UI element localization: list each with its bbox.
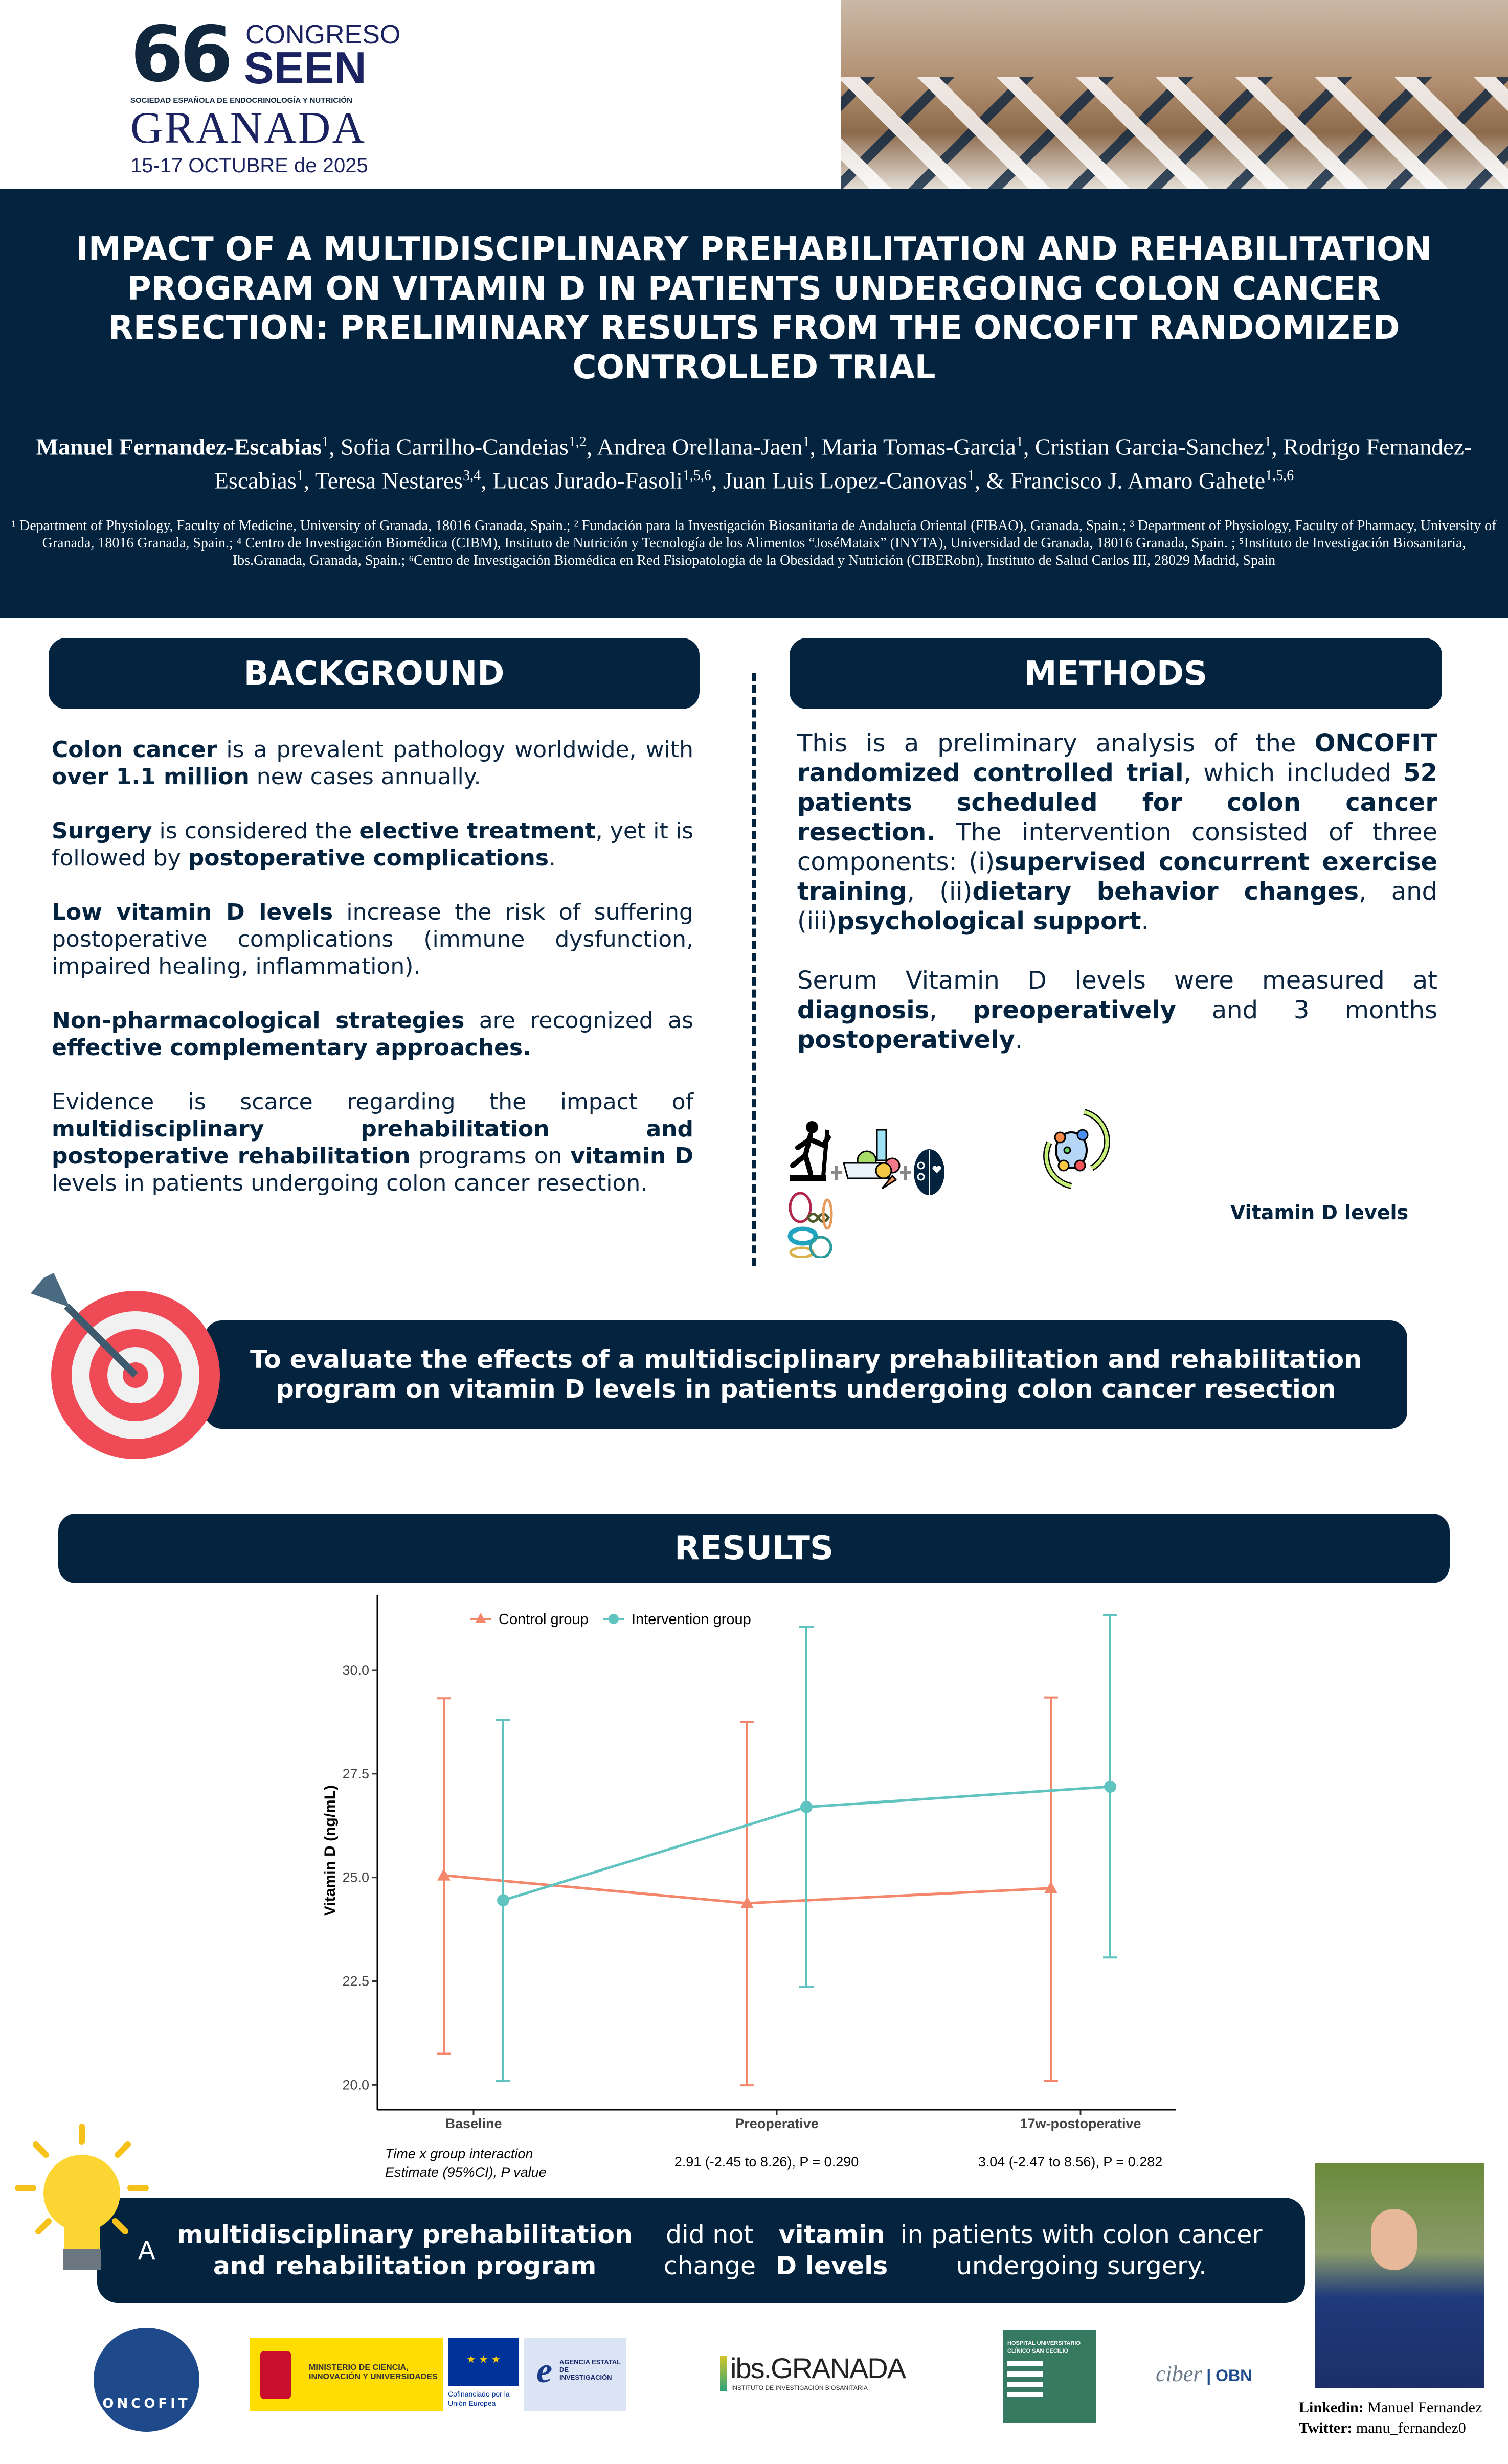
text-segment: , yet it is followed by bbox=[52, 818, 693, 871]
author-affiliation-number: 1 bbox=[1264, 434, 1272, 450]
legend-label: Intervention group bbox=[632, 1611, 751, 1628]
lightbulb-icon bbox=[8, 2121, 156, 2275]
x-tick-label: 17w-postoperative bbox=[1020, 2116, 1141, 2131]
y-tick-label: 20.0 bbox=[342, 2077, 369, 2093]
text-bold-segment: 52 patients scheduled for colon cancer resection. bbox=[797, 759, 1437, 847]
text-bold-segment: effective complementary approaches. bbox=[52, 1035, 531, 1061]
text-bold-segment: vitamin D bbox=[570, 1143, 693, 1169]
author-name: Andrea Orellana-Jaen bbox=[597, 434, 803, 460]
author-affiliation-number: 1 bbox=[1016, 434, 1023, 450]
author-affiliation-number: 1 bbox=[967, 468, 975, 484]
text-segment: The intervention consisted of three components: (i) bbox=[797, 818, 1437, 876]
text-bold-segment: elective treatment bbox=[359, 818, 596, 844]
oncofit-logo: ONCOFIT bbox=[94, 2328, 199, 2432]
text-segment: increase the risk of suffering postoperative complications (immune dysfunction, impaired healing, inflammation). bbox=[52, 899, 693, 979]
text-bold-segment: Surgery bbox=[52, 818, 152, 844]
y-tick-label: 25.0 bbox=[342, 1869, 369, 1885]
poster-title: IMPACT OF A MULTIDISCIPLINARY PREHABILITATION AND REHABILITATION PROGRAM ON VITAMIN D IN PATIENTS UNDERGOING COLON CANCER RESECTION: PRELIMINARY RESULTS FROM THE ONCOFIT RANDOMIZED CONTROLLED TRIAL bbox=[76, 231, 1432, 386]
logo-congreso: CONGRESO bbox=[245, 20, 401, 50]
text-segment: levels in patients undergoing colon cancer resection. bbox=[52, 1170, 648, 1196]
text-bold-segment: supervised concurrent exercise training bbox=[797, 848, 1437, 906]
y-tick-label: 30.0 bbox=[342, 1662, 369, 1678]
results-heading: RESULTS bbox=[58, 1514, 1450, 1583]
text-bold-segment: Colon cancer bbox=[52, 737, 217, 763]
background-heading: BACKGROUND bbox=[49, 638, 700, 709]
author-name: Teresa Nestares bbox=[314, 467, 463, 494]
author-name: Rodrigo Fernandez-Escabias bbox=[214, 434, 1472, 494]
author-name: Manuel Fernandez-Escabias bbox=[36, 434, 322, 460]
author-affiliation-number: 1,2 bbox=[568, 434, 587, 450]
author-affiliation-number: 1,5,6 bbox=[1265, 468, 1294, 484]
ciber-obn-logo: ciber | OBN bbox=[1156, 2361, 1252, 2386]
conclusion-box bbox=[97, 2198, 1305, 2303]
methods-heading: METHODS bbox=[790, 638, 1442, 709]
interaction-estimate: 3.04 (-2.47 to 8.56), P = 0.282 bbox=[978, 2154, 1163, 2170]
text-segment: , which included bbox=[1183, 759, 1404, 787]
y-tick-label: 22.5 bbox=[342, 1973, 369, 1989]
hospital-san-cecilio-logo: HOSPITAL UNIVERSITARIO CLÍNICO SAN CECILIO bbox=[1003, 2330, 1096, 2423]
eu-logo: ★ ★ ★ Cofinanciado por la Unión Europea bbox=[448, 2338, 519, 2411]
text-bold-segment: over 1.1 million bbox=[52, 764, 250, 790]
interaction-label: Estimate (95%CI), P value bbox=[385, 2164, 547, 2180]
y-axis-label: Vitamin D (ng/mL) bbox=[322, 1785, 339, 1917]
text-bold-segment: postoperative complications bbox=[188, 845, 549, 871]
data-point-circle bbox=[1104, 1781, 1116, 1793]
x-tick-label: Baseline bbox=[445, 2116, 502, 2131]
text-bold-segment: psychological support bbox=[837, 907, 1141, 936]
conclusion-bold-segment: vitamin D levels bbox=[776, 2220, 888, 2280]
author-name: Francisco J. Amaro Gahete bbox=[1010, 467, 1266, 494]
conclusion-segment: A bbox=[138, 2235, 155, 2265]
affiliations: ¹ Department of Physiology, Faculty of Medicine, University of Granada, 18016 Granada, Spain.; ² Fundación para la Investigación Biosanitaria de Andalucía Oriental (FIBAO), Granada, Spain.; ³ Department of Physiology, Faculty of Pharmacy, University of Granada, 18016 Granada, Spain.; ⁴ Centro de Investigación Biomédica (CIBM), Instituto de Nutrición y Tecnología de los Alimentos “JoséMataix” (INYTA), Universidad de Granada, 18016 Granada, Spain. ; ⁵Instituto de Investigación Biosanitaria, Ibs.Granada, Granada, Spain.; ⁶Centro de Investigación Biomédica en Red Fisiopatología de la Obesidad y Nutrición (CIBERobn), Instituto de Salud Carlos III, 28029 Madrid, Spain bbox=[11, 518, 1497, 568]
logo-dates: 15-17 OCTUBRE de 2025 bbox=[130, 154, 368, 177]
text-segment: new cases annually. bbox=[249, 764, 481, 790]
text-bold-segment: ONCOFIT randomized controlled trial bbox=[797, 729, 1437, 787]
text-bold-segment: Non-pharmacological strategies bbox=[52, 1008, 465, 1034]
text-segment: and 3 months bbox=[1176, 996, 1437, 1024]
text-segment: , and (iii) bbox=[797, 877, 1437, 936]
logo-seen: SEEN bbox=[244, 42, 367, 93]
data-point-circle bbox=[800, 1801, 813, 1813]
ibs-granada-logo: ibs.GRANADA INSTITUTO DE INVESTIGACIÓN BIOSANITARIA bbox=[720, 2352, 925, 2398]
author-affiliation-number: 1 bbox=[296, 468, 304, 484]
author-affiliation-number: 1 bbox=[321, 434, 329, 450]
objective-box: To evaluate the effects of a multidisciplinary prehabilitation and rehabilitation program on vitamin D levels in patients undergoing colon cancer resection bbox=[205, 1320, 1407, 1429]
text-segment: This is a preliminary analysis of the bbox=[797, 729, 1315, 758]
text-segment: . bbox=[549, 845, 556, 871]
text-segment: is a prevalent pathology worldwide, with bbox=[217, 737, 693, 763]
author-name: Juan Luis Lopez-Canovas bbox=[723, 467, 967, 494]
interaction-label: Time x group interaction bbox=[385, 2146, 533, 2161]
text-bold-segment: Low vitamin D levels bbox=[52, 899, 333, 925]
author-separator: & bbox=[986, 467, 1010, 494]
conclusion-segment: did not change bbox=[663, 2220, 756, 2280]
conclusion-bold-segment: multidisciplinary prehabilitation and rehabilitation program bbox=[177, 2220, 633, 2280]
text-segment: are recognized as bbox=[464, 1008, 693, 1034]
data-point-triangle bbox=[437, 1868, 451, 1881]
logo-society: SOCIEDAD ESPAÑOLA DE ENDOCRINOLOGÍA Y NUTRICIÓN bbox=[130, 96, 352, 105]
author-list: Manuel Fernandez-Escabias$^1$, Sofia Carrilho-Candeias$^{1,2}$, Andrea Orellana-Jaen$^1$, Maria Tomas-Garcia$^1$, Cristian Garcia-Sanchez$^1$, Rodrigo Fernandez-Escabias$^1$, Teresa Nestares$^{3,4}$, Lucas Jurado-Fasoli$^{1,5,6}$, Juan Luis Lopez-Canovas$^1$, & Francisco J. Amaro Gahete$^{1,5,6}$ bbox=[36, 434, 1472, 494]
ministerio-logo: MINISTERIO DE CIENCIA, INNOVACIÓN Y UNIVERSIDADES bbox=[250, 2338, 443, 2411]
logo-city: GRANADA bbox=[130, 103, 366, 153]
author-name: Maria Tomas-Garcia bbox=[821, 434, 1016, 460]
text-segment: Evidence is scarce regarding the impact of bbox=[52, 1089, 693, 1115]
x-tick-label: Preoperative bbox=[735, 2116, 819, 2131]
agencia-logo: e AGENCIA ESTATAL DE INVESTIGACIÓN bbox=[524, 2338, 626, 2411]
text-segment: Serum Vitamin D levels were measured at bbox=[797, 966, 1437, 995]
text-bold-segment: dietary behavior changes bbox=[972, 877, 1359, 906]
author-photo bbox=[1315, 2163, 1484, 2388]
text-segment: , (ii) bbox=[907, 877, 973, 906]
text-segment: . bbox=[1141, 907, 1149, 936]
logo-number: 66 bbox=[130, 10, 229, 99]
conclusion-segment: in patients with colon cancer undergoing surgery. bbox=[900, 2220, 1263, 2280]
y-tick-label: 27.5 bbox=[342, 1766, 369, 1782]
contact-info bbox=[1299, 2398, 1482, 2438]
text-segment: programs on bbox=[410, 1143, 571, 1169]
text-segment: . bbox=[1015, 1025, 1023, 1054]
legend-marker bbox=[609, 1614, 619, 1624]
author-affiliation-number: 1 bbox=[802, 434, 810, 450]
author-name: Cristian Garcia-Sanchez bbox=[1034, 434, 1265, 460]
linkedin-contact[interactable]: Linkedin: Manuel Fernandez bbox=[1299, 2399, 1482, 2416]
author-name: Lucas Jurado-Fasoli bbox=[492, 467, 683, 494]
data-point-circle bbox=[497, 1894, 509, 1906]
vitamin-d-label: Vitamin D levels bbox=[1230, 1201, 1409, 1224]
legend-label: Control group bbox=[499, 1611, 589, 1628]
author-affiliation-number: 3,4 bbox=[463, 468, 481, 484]
text-bold-segment: diagnosis bbox=[797, 996, 930, 1024]
text-segment: is considered the bbox=[152, 818, 359, 844]
text-bold-segment: preoperatively bbox=[973, 996, 1176, 1024]
twitter-contact[interactable]: Twitter: manu_fernandez0 bbox=[1299, 2420, 1466, 2436]
author-affiliation-number: 1,5,6 bbox=[682, 468, 711, 484]
text-segment: , bbox=[929, 996, 973, 1024]
interaction-estimate: 2.91 (-2.45 to 8.26), P = 0.290 bbox=[674, 2154, 859, 2170]
author-name: Sofia Carrilho-Candeias bbox=[340, 434, 569, 460]
text-bold-segment: postoperatively bbox=[797, 1025, 1015, 1054]
text-bold-segment: multidisciplinary prehabilitation and postoperative rehabilitation bbox=[52, 1116, 693, 1169]
